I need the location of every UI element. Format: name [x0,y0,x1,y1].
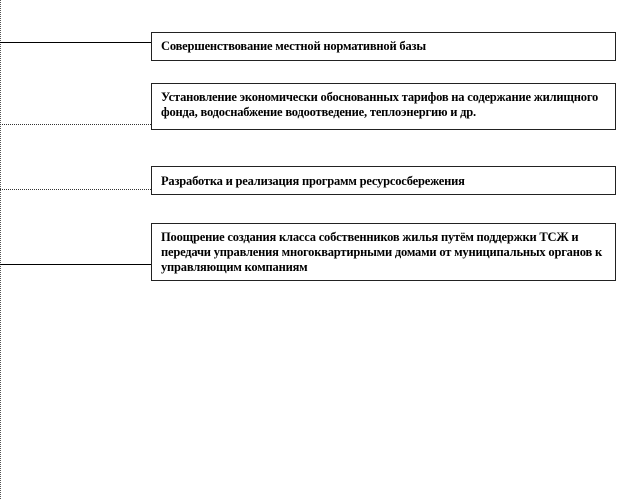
measure-label: Совершенствование местной нормативной базы [161,39,426,53]
connector-1 [0,42,151,43]
connector-3 [0,189,151,190]
measure-box-tariffs [151,83,616,130]
measure-box-legal-base [151,32,616,61]
measure-label: Установление экономически обоснованных тарифов на содержание жилищного фонда, водоснабжение водоотведение, теплоэнергию и др. [161,90,599,119]
left-vertical-line [0,0,1,499]
connector-2 [0,124,151,125]
measure-box-resource-saving [151,166,616,195]
measure-label: Поощрение создания класса собственников жилья путём поддержки ТСЖ и передачи управления многоквартирными домами от муниципальных органов к управляющим компаниям [161,230,602,274]
connector-4 [0,264,151,265]
measure-box-homeowners [151,223,616,281]
measure-label: Разработка и реализация программ ресурсосбережения [161,174,465,188]
